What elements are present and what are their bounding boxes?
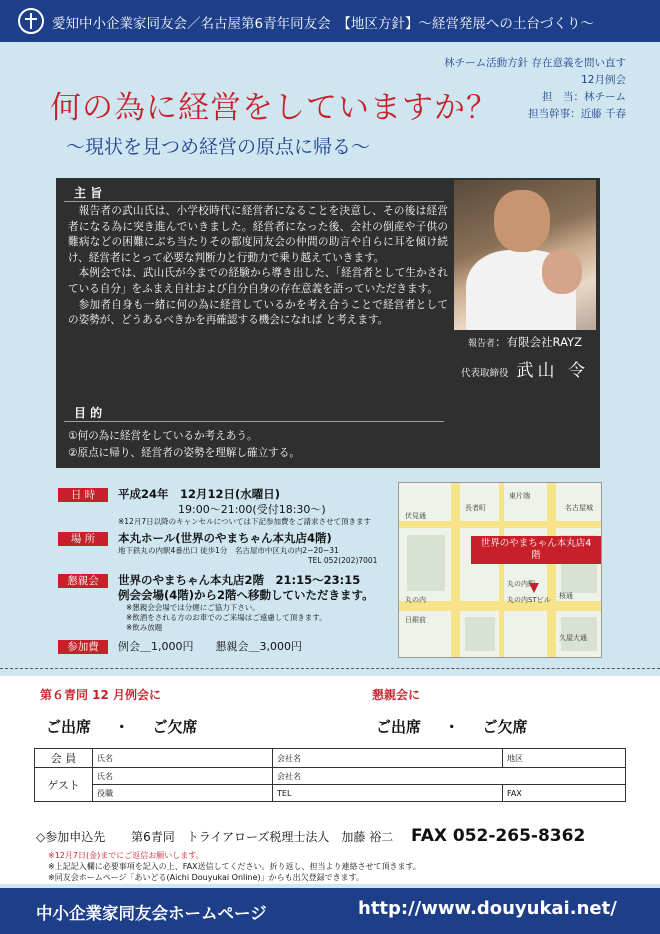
- guest-company-field[interactable]: 会社名: [273, 768, 626, 785]
- meta-meeting: 12月例会: [581, 74, 626, 86]
- party-absent-option[interactable]: ご欠席: [482, 718, 528, 736]
- subtitle: ～現状を見つめ経営の原点に帰る～: [66, 136, 371, 158]
- cut-line: [0, 668, 660, 669]
- guest-fax-field[interactable]: FAX: [503, 785, 626, 802]
- member-name-field[interactable]: 氏名: [93, 749, 273, 768]
- meeting-absent-option[interactable]: ご欠席: [152, 718, 198, 736]
- party-note-3: ※飲み放題: [126, 623, 163, 632]
- map-label-castle: 名古屋城: [565, 504, 593, 512]
- purpose-paragraph-3: 参加者自身も一緒に何の為に経営しているかを考え合うことで経営者としての姿勢が、どうあるべきかを再確認する機会になれば と考えます。: [68, 298, 448, 327]
- reply-online-note: ※同友会ホームページ「あいどる(Aichi Douyukai Online)」からも出欠登録できます。: [48, 873, 364, 882]
- objective-item-1: ①何の為に経営をしているか考えあう。: [68, 430, 258, 442]
- member-label: 会 員: [35, 749, 93, 768]
- cancel-note: ※12月7日以降のキャンセルについては下記参加費をご請求させて頂きます: [118, 517, 371, 526]
- date-value: 平成24年 12月12日(水曜日): [118, 487, 281, 501]
- apply-fax: FAX 052-265-8362: [411, 826, 586, 846]
- douyukai-logo-icon: [18, 8, 44, 34]
- fee-value: 例会＿1,000円 懇親会＿3,000円: [118, 640, 302, 653]
- reply-deadline-note: ※12月7日(金)までにご返信お願いします。: [48, 851, 204, 860]
- presenter-name: 武山 令: [516, 361, 589, 381]
- reply-fax-note: ※上記記入欄に必要事項を記入の上、FAX送信してください。折り返し、担当より連絡させて頂きます。: [48, 862, 421, 871]
- footer-url-link[interactable]: http://www.douyukai.net/: [358, 898, 617, 919]
- access-note: 地下鉄丸の内駅4番出口 徒歩1分 名古屋市中区丸の内2−20−31: [118, 546, 339, 555]
- party-label: 懇親会: [58, 574, 108, 588]
- time-value: 19:00～21:00(受付18:30～): [178, 503, 326, 516]
- party-reply-choices: ご出席 ・ ご欠席: [376, 718, 528, 736]
- summary-panel: [56, 178, 600, 468]
- place-label: 場 所: [58, 532, 108, 546]
- map-pin-icon: [529, 583, 539, 593]
- party-note-1: ※懇親会会場では分煙にご協力下さい。: [126, 603, 260, 612]
- guest-label: ゲスト: [35, 768, 93, 802]
- party-move: 例会会場(4階)から2階へ移動していただきます。: [118, 588, 374, 602]
- member-row: [35, 749, 626, 768]
- map-label-sakura: 桜通: [559, 592, 573, 600]
- objective-list: [68, 428, 300, 462]
- map-label-nichigin: 日銀前: [405, 616, 426, 624]
- presenter-photo: [454, 180, 596, 330]
- member-company-field[interactable]: 会社名: [273, 749, 503, 768]
- presenter-company: ：有限会社RAYZ: [495, 335, 582, 349]
- place-tel: TEL 052(202)7001: [308, 556, 378, 565]
- meta-policy: 林チーム活動方針 存在意義を問い直す: [444, 57, 626, 69]
- meta-secretary: 担当幹事：近藤 千春: [528, 108, 626, 120]
- place-block: [118, 531, 377, 566]
- map-label-hisaya: 久屋大通: [559, 634, 587, 642]
- date-label: 日 時: [58, 488, 108, 502]
- access-map: [398, 482, 602, 658]
- guest-name-field[interactable]: 氏名: [93, 768, 273, 785]
- map-label-st-building: 丸の内STビル: [507, 596, 551, 604]
- party-note-2: ※飲酒をされる方のお車でのご来場はご遠慮して頂きます。: [126, 613, 327, 622]
- map-label-fushimi: 伏見通: [405, 512, 426, 520]
- party-reply-heading: 懇親会に: [372, 688, 421, 702]
- meta-team: 担 当：林チーム: [542, 91, 626, 103]
- guest-tel-field[interactable]: TEL: [273, 785, 503, 802]
- apply-label: ◇参加申込先: [36, 830, 106, 844]
- guest-row-1: [35, 768, 626, 785]
- objective-item-2: ②原点に帰り、経営者の姿勢を理解し確立する。: [68, 447, 300, 459]
- footer-homepage-label: 中小企業家同友会ホームページ: [36, 904, 267, 923]
- header-text: 愛知中小企業家同友会／名古屋第6青年同友会 【地区方針】～経営発展への土台づくり～: [52, 16, 594, 32]
- apply-recipient: 第6青同 トライアローズ税理士法人 加藤 裕二: [131, 830, 394, 844]
- map-label-chojamachi: 長者町: [465, 504, 486, 512]
- meeting-attend-option[interactable]: ご出席: [46, 718, 92, 736]
- presenter-role: 報告者: [468, 339, 496, 349]
- purpose-paragraph-2: 本例会では、武山氏が今までの経験から導き出した、「経営者として生かされている自分」をふまえ自社および自分自身の存在意義を語っていただきます。: [68, 267, 448, 295]
- presenter-title: 代表取締役: [461, 368, 509, 379]
- footer-bar: [0, 888, 660, 934]
- guest-role-field[interactable]: 役職: [93, 785, 273, 802]
- header-bar: [0, 0, 660, 42]
- reply-notes: [48, 850, 421, 883]
- meeting-reply-heading: 第６青同 12 月例会に: [40, 688, 162, 702]
- date-block: [118, 487, 371, 527]
- map-label-marunouchi: 丸の内: [405, 596, 426, 604]
- purpose-heading: 主 旨: [64, 184, 444, 202]
- party-value: 世界のやまちゃん本丸店2階 21:15～23:15: [118, 573, 361, 587]
- map-venue-tag: 世界のやまちゃん本丸店4階: [471, 536, 601, 564]
- objective-heading: 目 的: [64, 404, 444, 422]
- apply-to: [36, 826, 585, 846]
- map-label-higashikataha: 東片端: [509, 492, 530, 500]
- purpose-text: [68, 204, 448, 329]
- meeting-reply-choices: ご出席 ・ ご欠席: [46, 718, 198, 736]
- application-form: [34, 748, 626, 802]
- fee-label: 参加費: [58, 640, 108, 654]
- purpose-paragraph-1: 報告者の武山氏は、小学校時代に経営者になることを決意し、その後は経営者になる為に突き進んでいきました。経営者になった後、会社の倒産や子供の難病などの困難にぶち当たりその都度同友会の仲間の助言や自らに耳を傾け続け、経営者にとって必要な判断力と行動力で乗り越えていきます。: [68, 205, 448, 264]
- main-title: 何の為に経営をしていますか？: [50, 90, 498, 126]
- guest-row-2: [35, 785, 626, 802]
- map-label-station: 丸の内駅: [507, 580, 535, 588]
- party-attend-option[interactable]: ご出席: [376, 718, 422, 736]
- presenter-info: [452, 334, 598, 381]
- member-area-field[interactable]: 地区: [503, 749, 626, 768]
- party-block: [118, 573, 374, 633]
- place-value: 本丸ホール(世界のやまちゃん本丸店4階): [118, 531, 332, 545]
